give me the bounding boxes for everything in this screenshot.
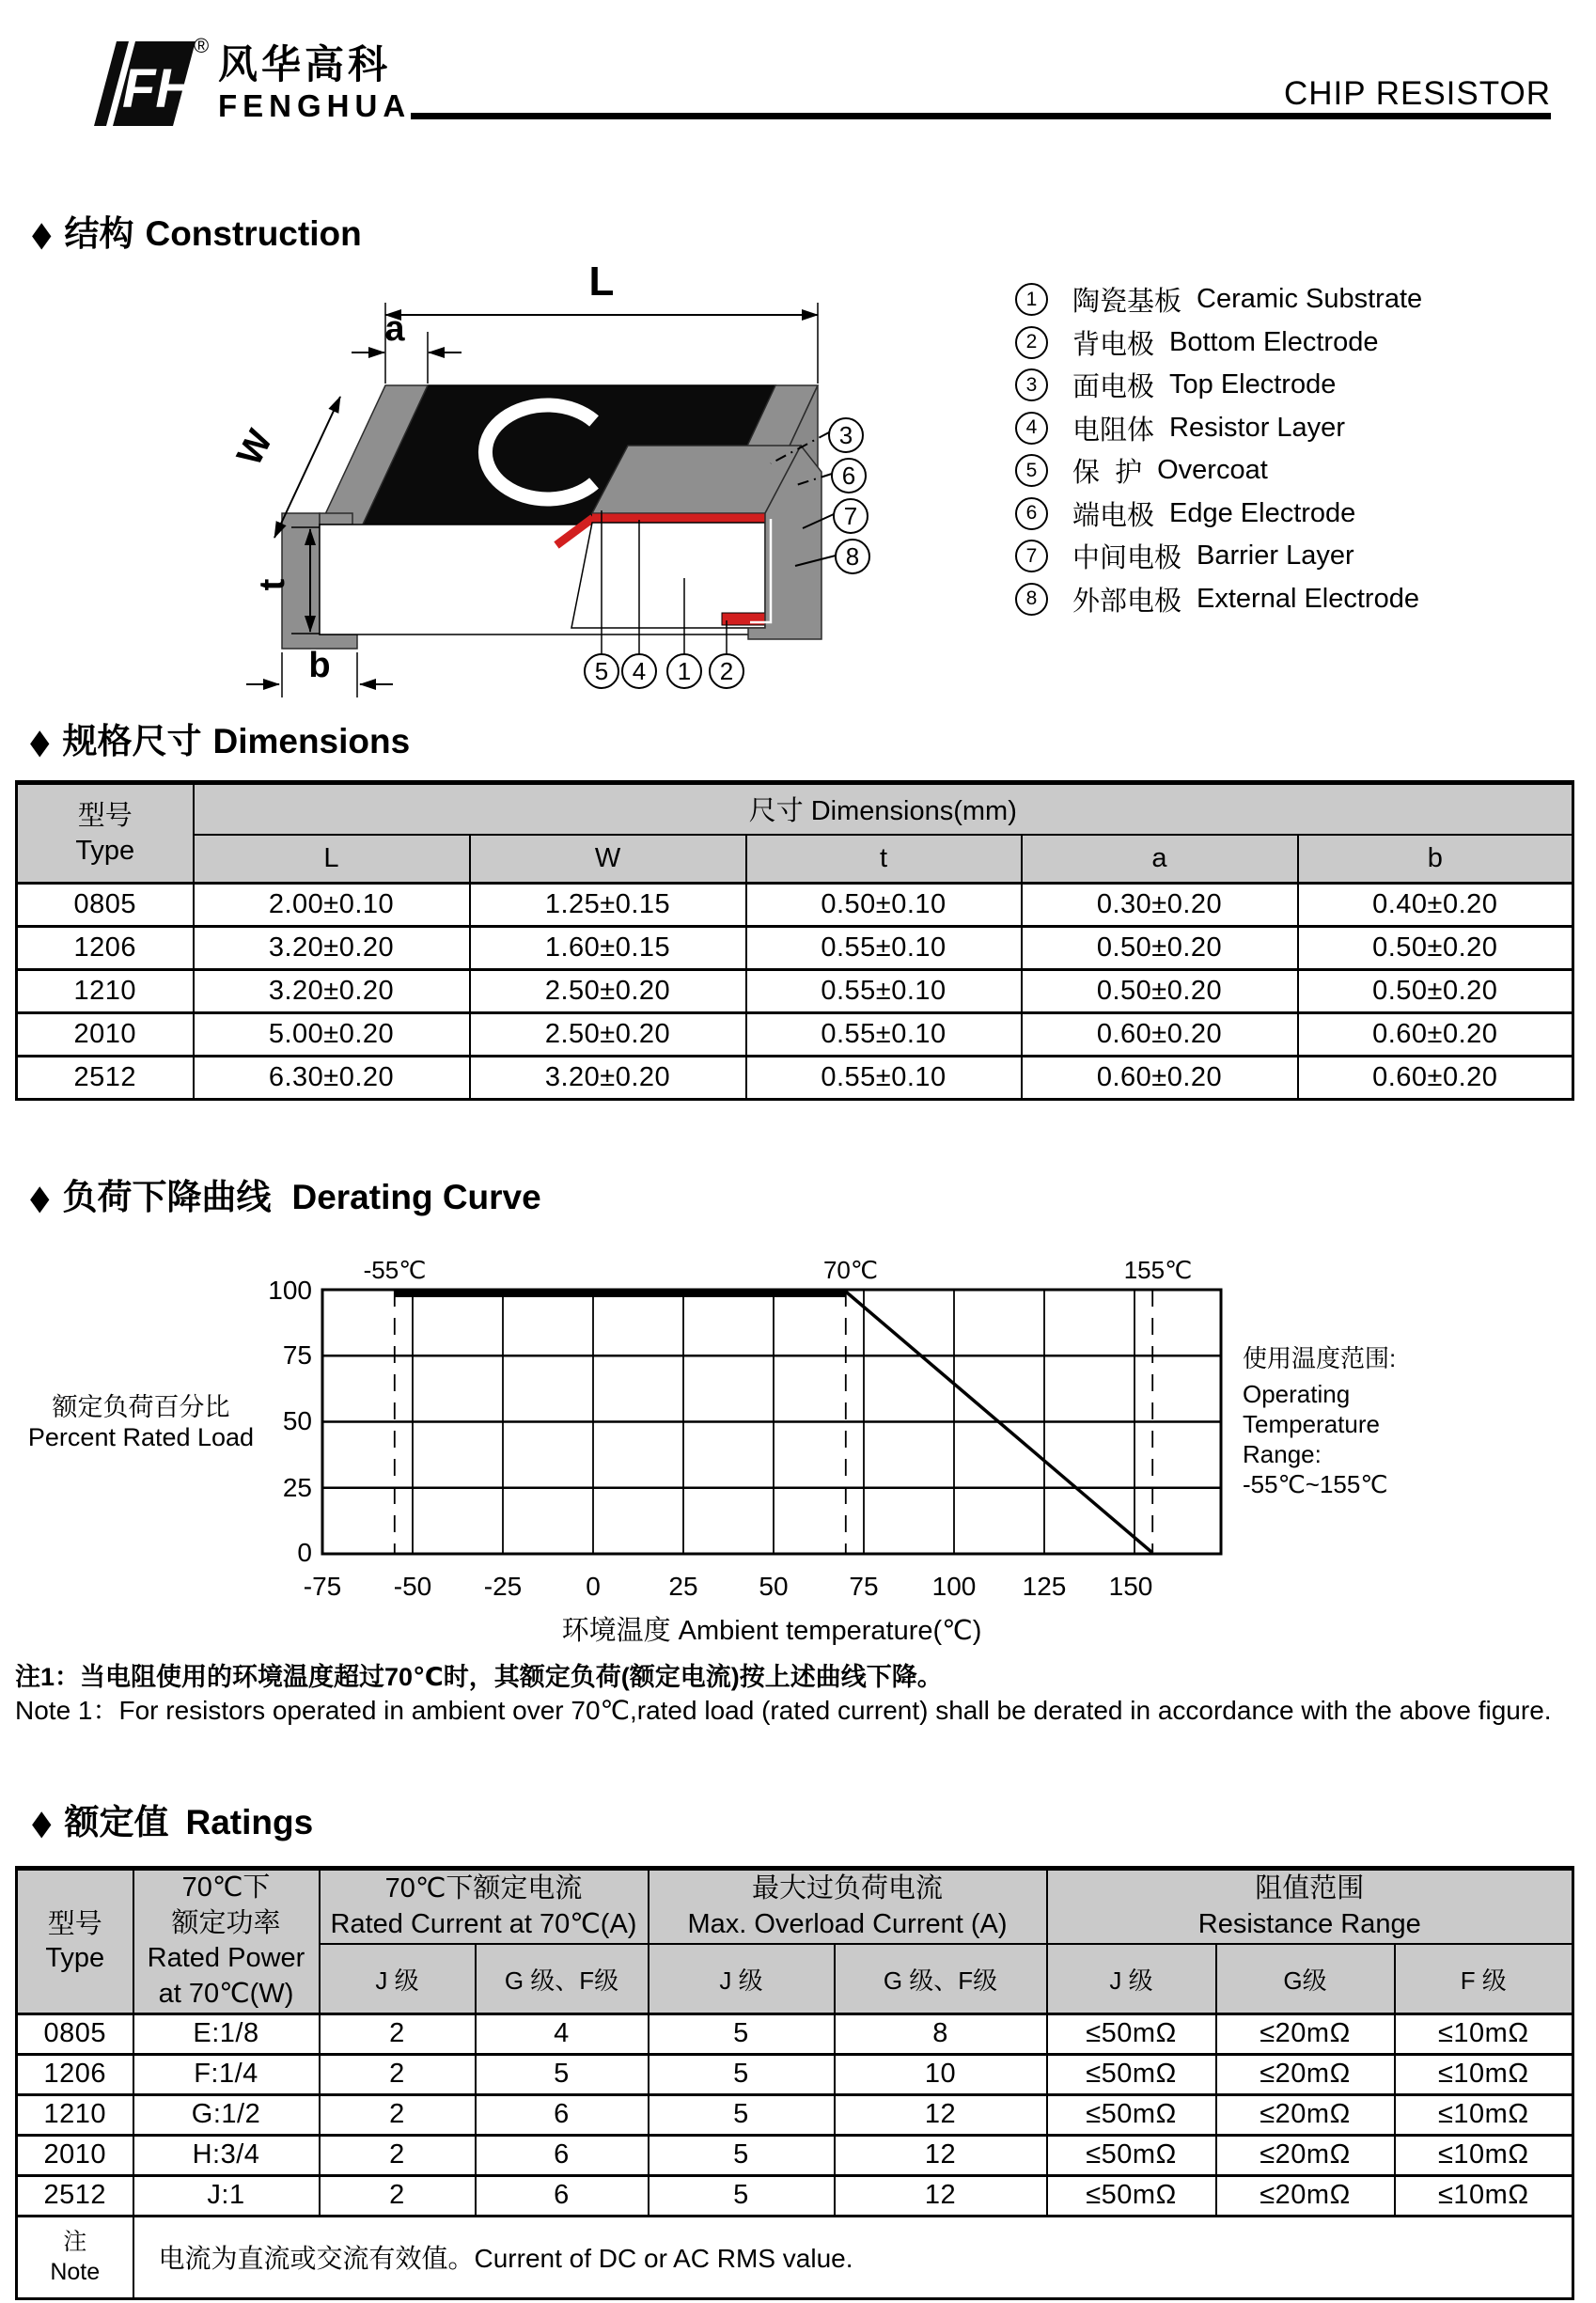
cell-resistance-f: ≤10mΩ xyxy=(1395,2175,1573,2216)
col-header-W: W xyxy=(470,835,746,884)
legend-cn: 电阻体 xyxy=(1072,415,1155,446)
power-header-line: 70℃下 xyxy=(181,1872,271,1903)
cell-overload-gf: 8 xyxy=(835,2013,1047,2054)
type-header-cn: 型号 xyxy=(47,1909,102,1940)
cell-rated-current-gf: 5 xyxy=(476,2054,649,2094)
cell-overload-j: 5 xyxy=(649,2175,835,2216)
col-group-resistance-range xyxy=(1047,1869,1573,1945)
cell-overload-gf: 12 xyxy=(835,2175,1047,2216)
legend-number-circle: 5 xyxy=(1015,454,1048,487)
cell-type: 2512 xyxy=(17,2175,133,2216)
legend-number-circle: 3 xyxy=(1015,368,1048,401)
cell-type: 0805 xyxy=(17,2013,133,2054)
fenghua-logo xyxy=(86,38,197,130)
section-heading-derating xyxy=(26,1168,541,1219)
legend-item xyxy=(1015,449,1570,493)
sub-header-f: F 级 xyxy=(1395,1944,1573,2013)
construction-diagram xyxy=(226,235,921,724)
heading-ratings-cn: 额定值 xyxy=(64,1803,169,1841)
type-header-cn: 型号 xyxy=(77,801,133,832)
legend-en: Barrier Layer xyxy=(1197,540,1354,572)
table-row xyxy=(17,2175,1573,2216)
cell-a: 0.30±0.20 xyxy=(1022,884,1298,927)
table-row xyxy=(17,2054,1573,2094)
cell-overload-j: 5 xyxy=(649,2094,835,2135)
callout-number: 7 xyxy=(843,502,858,530)
cell-rated-current-gf: 6 xyxy=(476,2094,649,2135)
col-header-a: a xyxy=(1022,835,1298,884)
cell-resistance-f: ≤10mΩ xyxy=(1395,2094,1573,2135)
callout-number: 2 xyxy=(719,657,734,685)
heading-dimensions-en: Dimensions xyxy=(212,722,411,760)
table-row xyxy=(17,927,1573,970)
dim-label-L: L xyxy=(588,258,615,305)
legend-en: Top Electrode xyxy=(1169,369,1337,400)
cell-type: 1206 xyxy=(17,927,194,970)
heading-dimensions-cn: 规格尺寸 xyxy=(62,722,202,760)
table-row xyxy=(17,884,1573,927)
legend-cn: 背电极 xyxy=(1072,329,1155,360)
legend-cn: 保 护 xyxy=(1072,458,1143,489)
top-label: 70℃ xyxy=(822,1256,879,1284)
x-tick: -25 xyxy=(483,1572,523,1601)
cell-W: 2.50±0.20 xyxy=(470,970,746,1013)
col-header-L: L xyxy=(194,835,470,884)
cell-resistance-f: ≤10mΩ xyxy=(1395,2013,1573,2054)
cell-rated-current-gf: 4 xyxy=(476,2013,649,2054)
top-label: -55℃ xyxy=(363,1256,427,1284)
type-header-en: Type xyxy=(75,835,135,866)
y-tick: 50 xyxy=(282,1406,312,1435)
x-tick: 150 xyxy=(1108,1572,1153,1601)
cell-rated-current-j: 2 xyxy=(320,2054,476,2094)
heading-derating-cn: 负荷下降曲线 xyxy=(62,1178,272,1216)
page-title: CHIP RESISTOR xyxy=(1284,75,1551,112)
cell-overload-gf: 10 xyxy=(835,2054,1047,2094)
cell-a: 0.50±0.20 xyxy=(1022,927,1298,970)
sub-header-gf: G 级、F级 xyxy=(835,1944,1047,2013)
cell-power: H:3/4 xyxy=(133,2135,320,2175)
col-header-type xyxy=(17,783,194,884)
ceramic-cut-face xyxy=(571,523,765,628)
construction-legend xyxy=(1015,278,1570,620)
cell-t: 0.55±0.10 xyxy=(746,927,1022,970)
legend-number-circle: 7 xyxy=(1015,540,1048,572)
cell-resistance-j: ≤50mΩ xyxy=(1047,2135,1216,2175)
cell-a: 0.60±0.20 xyxy=(1022,1013,1298,1057)
cut-overcoat-strip xyxy=(592,446,801,513)
cell-type: 1206 xyxy=(17,2054,133,2094)
table-row xyxy=(17,1057,1573,1100)
cell-a: 0.60±0.20 xyxy=(1022,1057,1298,1100)
derating-chart xyxy=(0,1250,1596,1692)
cell-b: 0.50±0.20 xyxy=(1298,927,1573,970)
col-group-overload-current xyxy=(649,1869,1047,1945)
cell-t: 0.50±0.10 xyxy=(746,884,1022,927)
operating-range-line: -55℃~155℃ xyxy=(1243,1470,1388,1498)
heading-construction-en: Construction xyxy=(145,214,362,253)
group-header-en: Max. Overload Current (A) xyxy=(687,1908,1008,1939)
col-header-b: b xyxy=(1298,835,1573,884)
left-termination-step xyxy=(320,513,352,525)
sub-header-g: G级 xyxy=(1216,1944,1395,2013)
cell-overload-j: 5 xyxy=(649,2013,835,2054)
group-header-en: Resistance Range xyxy=(1197,1908,1421,1939)
legend-item xyxy=(1015,278,1570,321)
table-row xyxy=(17,970,1573,1013)
type-header-en: Type xyxy=(45,1943,105,1974)
cell-b: 0.50±0.20 xyxy=(1298,970,1573,1013)
section-heading-ratings xyxy=(28,1794,313,1844)
cell-W: 1.25±0.15 xyxy=(470,884,746,927)
cell-type: 1210 xyxy=(17,2094,133,2135)
table-note-row xyxy=(17,2216,1573,2298)
x-tick: 100 xyxy=(931,1572,977,1601)
legend-en: Edge Electrode xyxy=(1169,497,1356,528)
diamond-bullet-icon: ◆ xyxy=(29,722,50,760)
legend-cn: 陶瓷基板 xyxy=(1072,287,1182,318)
cell-resistance-j: ≤50mΩ xyxy=(1047,2054,1216,2094)
note-label-en: Note xyxy=(50,2259,101,2286)
cell-W: 2.50±0.20 xyxy=(470,1013,746,1057)
legend-cn: 中间电极 xyxy=(1072,543,1182,574)
legend-en: Bottom Electrode xyxy=(1169,326,1379,357)
power-header-line: Rated Power xyxy=(147,1943,305,1974)
horizontal-gridlines xyxy=(322,1355,1221,1488)
group-header-cn: 阻值范围 xyxy=(1255,1873,1365,1904)
cell-L: 5.00±0.20 xyxy=(194,1013,470,1057)
dim-label-t: t xyxy=(253,578,292,591)
cell-rated-current-j: 2 xyxy=(320,2013,476,2054)
table-row xyxy=(17,2013,1573,2054)
legend-item xyxy=(1015,578,1570,621)
cell-type: 0805 xyxy=(17,884,194,927)
cell-overload-gf: 12 xyxy=(835,2094,1047,2135)
cell-t: 0.55±0.10 xyxy=(746,970,1022,1013)
ratings-table xyxy=(15,1866,1574,2300)
cell-a: 0.50±0.20 xyxy=(1022,970,1298,1013)
operating-range-line: Operating xyxy=(1243,1380,1351,1408)
cell-resistance-f: ≤10mΩ xyxy=(1395,2135,1573,2175)
legend-en: Resistor Layer xyxy=(1169,412,1345,443)
legend-item xyxy=(1015,407,1570,450)
cell-rated-current-gf: 6 xyxy=(476,2135,649,2175)
heading-ratings-en: Ratings xyxy=(185,1803,314,1841)
cell-resistance-g: ≤20mΩ xyxy=(1216,2135,1395,2175)
operating-range-line: Range: xyxy=(1243,1440,1322,1468)
cell-type: 1210 xyxy=(17,970,194,1013)
cell-resistance-g: ≤20mΩ xyxy=(1216,2094,1395,2135)
heading-construction-cn: 结构 xyxy=(64,214,134,253)
header-rule xyxy=(411,113,1551,119)
cell-rated-current-j: 2 xyxy=(320,2175,476,2216)
logo-monogram: FH xyxy=(122,58,196,119)
legend-cn: 端电极 xyxy=(1072,500,1155,531)
legend-number-circle: 1 xyxy=(1015,283,1048,316)
group-header-cn: 最大过负荷电流 xyxy=(752,1873,944,1904)
dim-label-b: b xyxy=(308,646,331,685)
legend-number-circle: 8 xyxy=(1015,583,1048,616)
note-label xyxy=(17,2216,133,2298)
callout-number: 6 xyxy=(841,462,856,490)
sub-header-j: J 级 xyxy=(320,1944,476,2013)
table-row xyxy=(17,2094,1573,2135)
callout-number: 5 xyxy=(594,657,609,685)
cell-overload-gf: 12 xyxy=(835,2135,1047,2175)
table-row xyxy=(17,2135,1573,2175)
callout-number: 3 xyxy=(838,421,853,449)
x-tick: 125 xyxy=(1022,1572,1067,1601)
cell-resistance-j: ≤50mΩ xyxy=(1047,2094,1216,2135)
brand-name-cn: 风华高科 xyxy=(218,42,392,86)
x-tick: 50 xyxy=(759,1572,789,1601)
operating-range-line: Temperature xyxy=(1243,1410,1380,1438)
sub-header-gf: G 级、F级 xyxy=(476,1944,649,2013)
x-tick: -75 xyxy=(303,1572,342,1601)
y-tick: 100 xyxy=(268,1276,312,1305)
legend-item xyxy=(1015,364,1570,407)
note-label-cn: 注 xyxy=(63,2228,87,2255)
legend-en: Overcoat xyxy=(1157,455,1268,486)
x-axis-title: 环境温度 Ambient temperature(℃) xyxy=(561,1616,982,1646)
cell-overload-j: 5 xyxy=(649,2054,835,2094)
legend-item xyxy=(1015,535,1570,578)
diamond-bullet-icon: ◆ xyxy=(31,214,52,253)
cell-power: G:1/2 xyxy=(133,2094,320,2135)
cell-b: 0.60±0.20 xyxy=(1298,1057,1573,1100)
col-header-type xyxy=(17,1869,133,2014)
legend-en: Ceramic Substrate xyxy=(1197,284,1423,315)
cell-t: 0.55±0.10 xyxy=(746,1057,1022,1100)
x-tick: 0 xyxy=(586,1572,601,1601)
operating-range-line: 使用温度范围: xyxy=(1243,1344,1397,1372)
cell-overload-j: 5 xyxy=(649,2135,835,2175)
cell-resistance-j: ≤50mΩ xyxy=(1047,2175,1216,2216)
col-group-rated-current xyxy=(320,1869,649,1945)
x-tick: -50 xyxy=(393,1572,432,1601)
callout-number: 1 xyxy=(677,657,692,685)
legend-number-circle: 2 xyxy=(1015,326,1048,359)
cell-rated-current-j: 2 xyxy=(320,2094,476,2135)
cell-b: 0.60±0.20 xyxy=(1298,1013,1573,1057)
power-header-line: 额定功率 xyxy=(171,1907,281,1938)
dim-label-W: W xyxy=(229,423,281,473)
derating-note-en: Note 1：For resistors operated in ambient over 70℃,rated load (rated current) shall be derated in accordance with the above figure. xyxy=(15,1696,1552,1725)
y-tick: 25 xyxy=(282,1473,312,1502)
cell-rated-current-gf: 6 xyxy=(476,2175,649,2216)
cell-L: 3.20±0.20 xyxy=(194,927,470,970)
legend-item xyxy=(1015,493,1570,536)
cell-power: F:1/4 xyxy=(133,2054,320,2094)
callout-number: 8 xyxy=(845,542,860,571)
cell-power: J:1 xyxy=(133,2175,320,2216)
legend-cn: 面电极 xyxy=(1072,372,1155,403)
diamond-bullet-icon: ◆ xyxy=(31,1803,52,1841)
cell-rated-current-j: 2 xyxy=(320,2135,476,2175)
legend-item xyxy=(1015,321,1570,365)
col-header-t: t xyxy=(746,835,1022,884)
x-tick: 25 xyxy=(668,1572,698,1601)
y-tick: 0 xyxy=(297,1538,312,1567)
x-tick: 75 xyxy=(849,1572,879,1601)
cell-type: 2512 xyxy=(17,1057,194,1100)
group-header-en: Rated Current at 70℃(A) xyxy=(330,1908,637,1939)
registered-trademark-icon: ® xyxy=(194,34,210,57)
legend-number-circle: 4 xyxy=(1015,412,1048,445)
cell-type: 2010 xyxy=(17,1013,194,1057)
diamond-bullet-icon: ◆ xyxy=(29,1178,50,1216)
legend-number-circle: 6 xyxy=(1015,497,1048,530)
derating-note-cn: 注1：当电阻使用的环境温度超过70℃时，其额定负荷(额定电流)按上述曲线下降。 xyxy=(15,1663,943,1691)
brand-name-en: FENGHUA xyxy=(218,88,412,123)
table-row xyxy=(17,1013,1573,1057)
dim-label-a: a xyxy=(384,309,405,349)
section-heading-dimensions xyxy=(26,713,410,763)
cell-W: 3.20±0.20 xyxy=(470,1057,746,1100)
dimensions-table xyxy=(15,780,1574,1101)
cell-L: 2.00±0.10 xyxy=(194,884,470,927)
cell-resistance-g: ≤20mΩ xyxy=(1216,2175,1395,2216)
cell-resistance-j: ≤50mΩ xyxy=(1047,2013,1216,2054)
cell-resistance-g: ≤20mΩ xyxy=(1216,2054,1395,2094)
callout-number: 4 xyxy=(632,657,647,685)
cell-resistance-f: ≤10mΩ xyxy=(1395,2054,1573,2094)
legend-en: External Electrode xyxy=(1197,583,1419,614)
brand-block xyxy=(218,42,412,123)
heading-derating-en: Derating Curve xyxy=(291,1178,541,1216)
col-group-dimensions-mm: 尺寸 Dimensions(mm) xyxy=(194,783,1573,835)
cell-W: 1.60±0.15 xyxy=(470,927,746,970)
y-axis-title-cn: 额定负荷百分比 xyxy=(52,1393,230,1421)
note-text: 电流为直流或交流有效值。Current of DC or AC RMS value. xyxy=(133,2216,1573,2298)
y-tick: 75 xyxy=(282,1340,312,1370)
top-label: 155℃ xyxy=(1123,1256,1193,1284)
cell-t: 0.55±0.10 xyxy=(746,1013,1022,1057)
cell-power: E:1/8 xyxy=(133,2013,320,2054)
power-header-line: at 70℃(W) xyxy=(158,1979,294,2010)
cell-L: 6.30±0.20 xyxy=(194,1057,470,1100)
cell-L: 3.20±0.20 xyxy=(194,970,470,1013)
cell-resistance-g: ≤20mΩ xyxy=(1216,2013,1395,2054)
legend-cn: 外部电极 xyxy=(1072,586,1182,617)
group-header-cn: 70℃下额定电流 xyxy=(384,1873,583,1904)
y-axis-title-en: Percent Rated Load xyxy=(27,1423,255,1451)
cell-type: 2010 xyxy=(17,2135,133,2175)
sub-header-j: J 级 xyxy=(1047,1944,1216,2013)
cell-b: 0.40±0.20 xyxy=(1298,884,1573,927)
sub-header-j: J 级 xyxy=(649,1944,835,2013)
col-header-rated-power xyxy=(133,1869,320,2014)
